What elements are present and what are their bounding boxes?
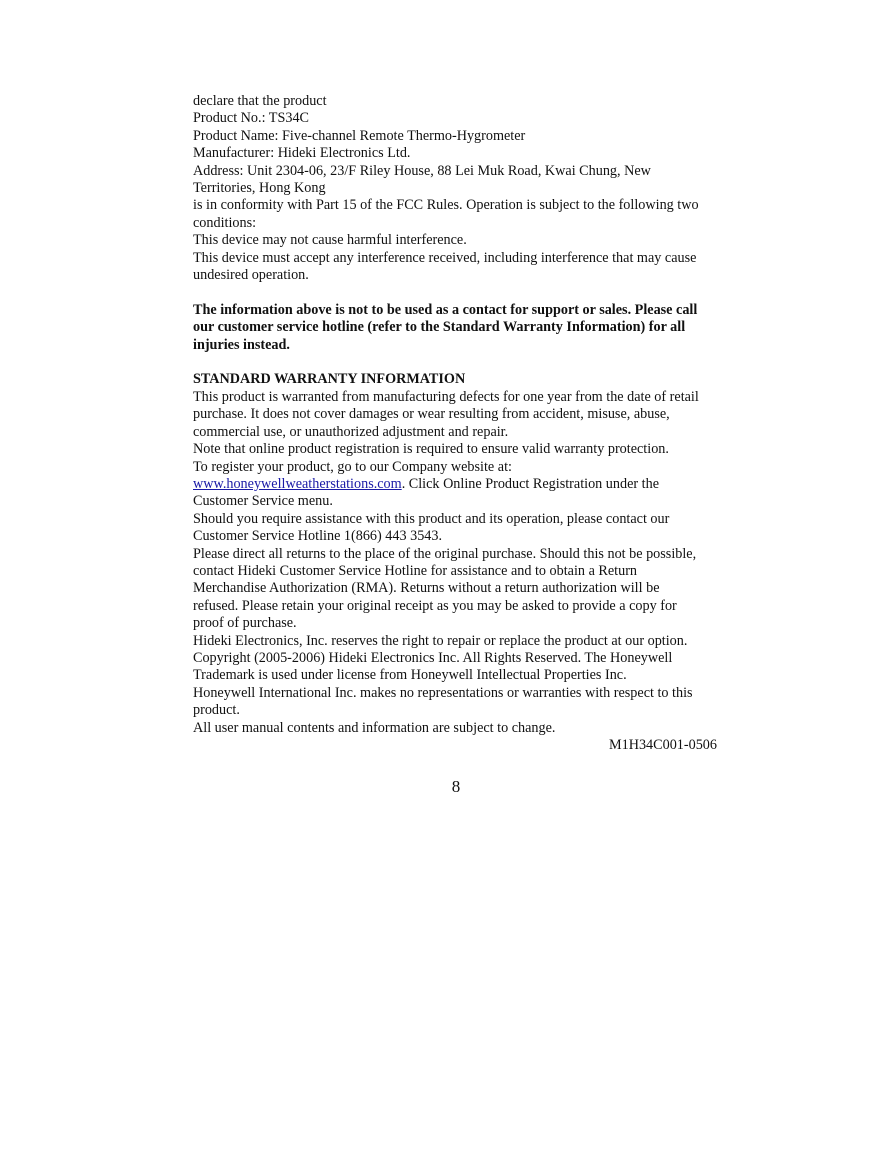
- product-name: Product Name: Five-channel Remote Thermo-Hygrometer: [193, 127, 526, 144]
- warranty-line: Customer Service menu.: [193, 493, 333, 510]
- product-number: Product No.: TS34C: [193, 110, 310, 127]
- support-notice-line-3: injuries instead.: [193, 336, 290, 353]
- condition-1: This device may not cause harmful interference.: [193, 232, 467, 249]
- warranty-line: This product is warranted from manufacturing defects for one year from the date of retail: [193, 388, 699, 405]
- warranty-line: purchase. It does not cover damages or wear resulting from accident, misuse, abuse,: [193, 406, 670, 423]
- spacer: [193, 354, 723, 371]
- condition-2-line-1: This device must accept any interference received, including interference that may cause: [193, 249, 697, 266]
- website-link[interactable]: www.honeywellweatherstations.com: [193, 475, 402, 492]
- address-line-2: Territories, Hong Kong: [193, 180, 326, 197]
- warranty-line: Note that online product registration is required to ensure valid warranty protection.: [193, 441, 669, 458]
- spacer: [193, 284, 723, 301]
- warranty-line: Should you require assistance with this product and its operation, please contact our: [193, 510, 670, 527]
- conformity-line-1: is in conformity with Part 15 of the FCC Rules. Operation is subject to the following two: [193, 197, 699, 214]
- warranty-line: Please direct all returns to the place of the original purchase. Should this not be possible,: [193, 545, 697, 562]
- registration-text: . Click Online Product Registration under the: [401, 475, 659, 492]
- warranty-line: product.: [193, 702, 240, 719]
- warranty-heading: STANDARD WARRANTY INFORMATION: [193, 371, 466, 388]
- warranty-line: refused. Please retain your original receipt as you may be asked to provide a copy for: [193, 597, 677, 614]
- manufacturer: Manufacturer: Hideki Electronics Ltd.: [193, 145, 411, 162]
- support-notice-line-1: The information above is not to be used as a contact for support or sales. Please call: [193, 301, 698, 318]
- declaration-intro: declare that the product: [193, 93, 327, 109]
- warranty-line: All user manual contents and information are subject to change.: [193, 719, 556, 736]
- warranty-line: Honeywell International Inc. makes no representations or warranties with respect to this: [193, 684, 693, 701]
- copyright-line: Copyright (2005-2006) Hideki Electronics Inc. All Rights Reserved. The Honeywell: [193, 649, 673, 666]
- document-code: M1H34C001-0506: [609, 737, 717, 753]
- condition-2-line-2: undesired operation.: [193, 267, 309, 284]
- warranty-line: To register your product, go to our Company website at:: [193, 458, 512, 475]
- warranty-line: Trademark is used under license from Honeywell Intellectual Properties Inc.: [193, 667, 627, 684]
- warranty-line: contact Hideki Customer Service Hotline for assistance and to obtain a Return: [193, 562, 638, 579]
- warranty-line: proof of purchase.: [193, 615, 297, 632]
- conformity-line-2: conditions:: [193, 214, 257, 231]
- support-notice-line-2: our customer service hotline (refer to the Standard Warranty Information) for all: [193, 319, 686, 336]
- warranty-line: Hideki Electronics, Inc. reserves the right to repair or replace the product at our option.: [193, 632, 688, 649]
- hotline-line: Customer Service Hotline 1(866) 443 3543.: [193, 528, 443, 545]
- address-line-1: Address: Unit 2304-06, 23/F Riley House, 88 Lei Muk Road, Kwai Chung, New: [193, 162, 651, 179]
- warranty-line: commercial use, or unauthorized adjustment and repair.: [193, 423, 509, 440]
- warranty-line: Merchandise Authorization (RMA). Returns without a return authorization will be: [193, 580, 660, 597]
- manual-page-content: [193, 93, 723, 754]
- page-number: 8: [451, 777, 461, 796]
- registration-line: [193, 476, 723, 493]
